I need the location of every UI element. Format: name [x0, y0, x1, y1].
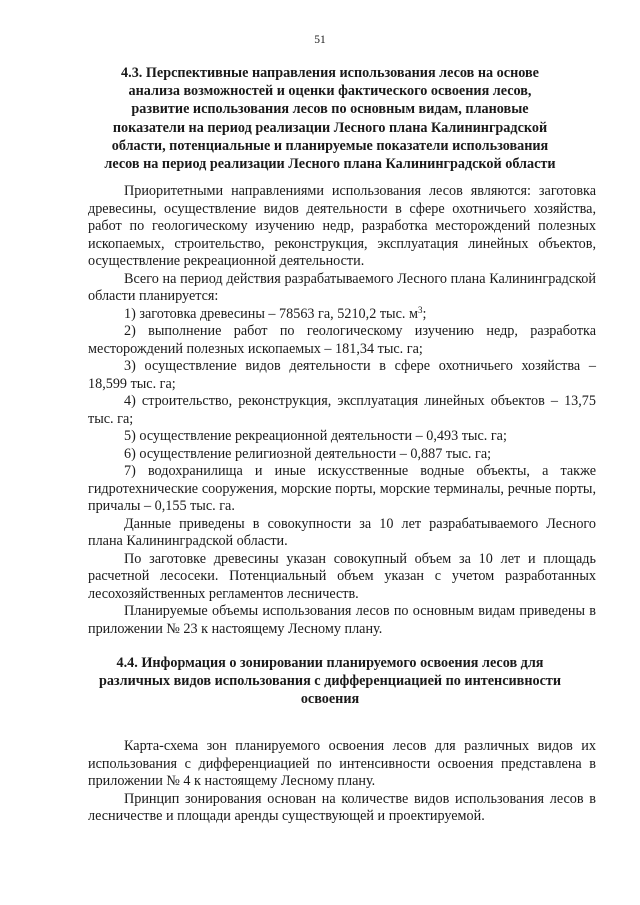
paragraph: Принцип зонирования основан на количестве видов использования лесов в лесничестве и площади аренды существующей и проектируемой. [88, 790, 596, 824]
list-item: 4) строительство, реконструкция, эксплуатация линейных объектов – 13,75 тыс. га; [88, 393, 596, 427]
section-4-3-body [88, 183, 596, 638]
paragraph: Планируемые объемы использования лесов по основным видам приведены в приложении № 23 к настоящему Лесному плану. [88, 603, 596, 637]
superscript: 3 [417, 304, 423, 315]
list-item-end: ; [422, 305, 427, 322]
section-4-4-body [88, 738, 596, 826]
list-item: 5) осуществление рекреационной деятельности – 0,493 тыс. га; [124, 428, 507, 444]
list-item: 3) осуществление видов деятельности в сфере охотничьего хозяйства – 18,599 тыс. га; [88, 358, 596, 392]
paragraph: Всего на период действия разрабатываемого Лесного плана Калининградской области планируется: [88, 270, 596, 304]
list-item: 2) выполнение работ по геологическому изучению недр, разработка месторождений полезных ископаемых – 181,34 тыс. га; [88, 323, 596, 357]
page-number: 51 [314, 34, 326, 46]
list-item-text: 1) заготовка древесины – 78563 га, 5210,2 тыс. м [124, 305, 418, 322]
paragraph: Данные приведены в совокупности за 10 лет разрабатываемого Лесного плана Калининградской области. [88, 515, 596, 549]
list-item [88, 306, 596, 324]
paragraph: Приоритетными направлениями использования лесов являются: заготовка древесины, осуществление видов деятельности в сфере охотничьего хозяйства, работ по геологическому изучению недр, разработка месторождений полезных ископаемых, строительство, реконструкция, эксплуатация линейных объектов, осуществление рекреационной деятельности. [88, 183, 596, 269]
paragraph: Карта-схема зон планируемого освоения лесов для различных видов их использования с дифференциацией по интенсивности освоения представлена в приложении № 4 к настоящему Лесному плану. [88, 738, 596, 789]
list-item: 6) осуществление религиозной деятельности – 0,887 тыс. га; [124, 445, 492, 462]
section-4-4-heading: 4.4. Информация о зонировании планируемого освоения лесов для различных видов использования с дифференциацией по интенсивности освоения [98, 655, 562, 708]
list-item: 7) водохранилища и иные искусственные водные объекты, а также гидротехнические сооружения, морские порты, морские терминалы, речные порты, причалы – 0,155 тыс. га. [88, 463, 596, 514]
section-4-3-heading: 4.3. Перспективные направления использования лесов на основе анализа возможностей и оценки фактического освоения лесов, развитие использования лесов по основным видам, плановые показатели на период реализации Лесного плана Калининградской области, потенциальные и планируемые показатели использования лесов на период реализации Лесного плана Калининградской области [104, 65, 556, 173]
paragraph: По заготовке древесины указан совокупный объем за 10 лет и площадь расчетной лесосеки. Потенциальный объем указан с учетом разработанных лесохозяйственных регламентов лесничеств. [88, 550, 596, 602]
